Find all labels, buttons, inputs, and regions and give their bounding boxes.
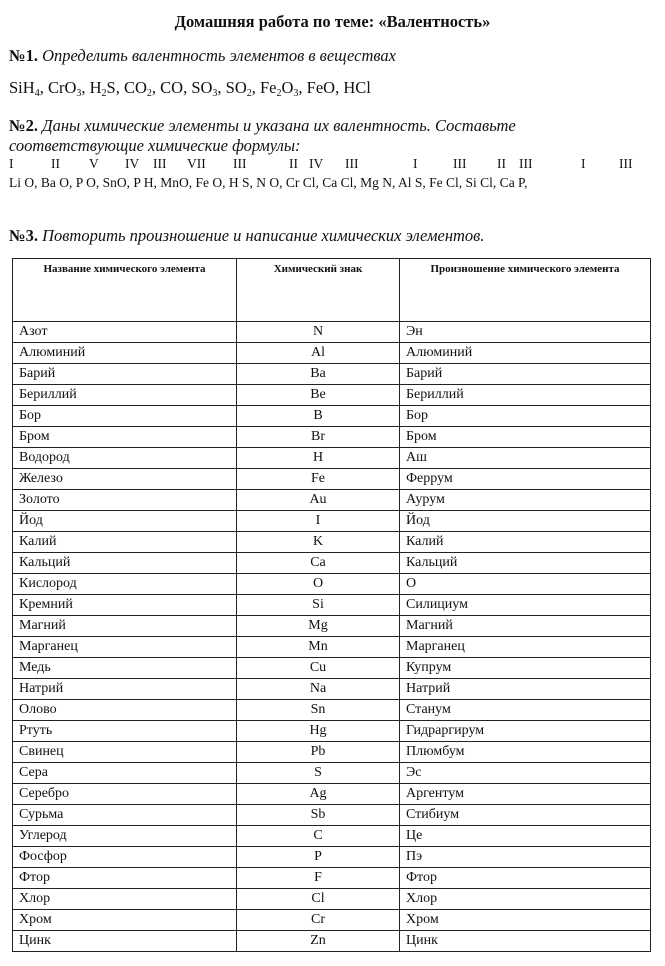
- element-symbol-cell: O: [237, 574, 400, 595]
- element-name-cell: Золото: [13, 490, 237, 511]
- element-symbol-cell: H: [237, 448, 400, 469]
- table-row: [13, 700, 651, 721]
- element-name-cell: Углерод: [13, 826, 237, 847]
- table-row: [13, 343, 651, 364]
- table-row: [13, 889, 651, 910]
- formula: CO: [160, 78, 184, 97]
- element-pronunciation-cell: Бериллий: [400, 385, 651, 406]
- element-pronunciation-cell: Феррум: [400, 469, 651, 490]
- valence-label: IV: [309, 156, 324, 171]
- element-symbol-cell: B: [237, 406, 400, 427]
- valence-label: I: [9, 156, 14, 171]
- element-symbol-cell: Ba: [237, 364, 400, 385]
- task3-text: Повторить произношение и написание химических элементов.: [42, 226, 485, 245]
- valence-label: II: [51, 156, 60, 171]
- page-title: Домашняя работа по теме: «Валентность»: [174, 12, 491, 31]
- element-symbol-cell: Be: [237, 385, 400, 406]
- element-symbol-cell: N: [237, 322, 400, 343]
- valence-label: III: [233, 156, 247, 171]
- valence-label: III: [153, 156, 167, 171]
- table-row: [13, 427, 651, 448]
- element-symbol-cell: Fe: [237, 469, 400, 490]
- formula: $Fe_2O_3$: [260, 78, 299, 99]
- table-row: [13, 469, 651, 490]
- element-name-cell: Алюминий: [13, 343, 237, 364]
- element-symbol-cell: Pb: [237, 742, 400, 763]
- element-pronunciation-cell: Эн: [400, 322, 651, 343]
- element-symbol-cell: K: [237, 532, 400, 553]
- header-element-pronunciation: Произношение химического элемента: [400, 259, 651, 322]
- element-symbol-cell: Mn: [237, 637, 400, 658]
- formula: $H_2S$: [89, 78, 116, 99]
- element-name-cell: Барий: [13, 364, 237, 385]
- table-row: [13, 931, 651, 952]
- element-pronunciation-cell: Купрум: [400, 658, 651, 679]
- table-row: [13, 742, 651, 763]
- task3-number: №3.: [9, 226, 38, 245]
- element-pronunciation-cell: Хром: [400, 910, 651, 931]
- table-row: [13, 490, 651, 511]
- valence-label: III: [345, 156, 359, 171]
- valence-label: III: [519, 156, 533, 171]
- element-symbol-cell: S: [237, 763, 400, 784]
- elements-table: [12, 258, 651, 952]
- task2-text: Даны химические элементы и указана их валентность. Составьте соответствующие химические формулы:: [9, 116, 516, 155]
- element-symbol-cell: Sb: [237, 805, 400, 826]
- element-pronunciation-cell: Плюмбум: [400, 742, 651, 763]
- element-name-cell: Йод: [13, 511, 237, 532]
- element-pronunciation-cell: Аурум: [400, 490, 651, 511]
- valence-label: III: [453, 156, 467, 171]
- element-symbol-cell: Mg: [237, 616, 400, 637]
- element-name-cell: Натрий: [13, 679, 237, 700]
- element-name-cell: Бор: [13, 406, 237, 427]
- task1-formulas: SiH$_4$, CrO$_3$, $H_2S$, $CO_2$, CO, $SO_3$, $SO_2$, $Fe_2O_3$, FeO, HCl: [9, 78, 371, 99]
- element-name-cell: Азот: [13, 322, 237, 343]
- element-name-cell: Кислород: [13, 574, 237, 595]
- element-name-cell: Водород: [13, 448, 237, 469]
- valence-label: III: [619, 156, 633, 171]
- table-row: [13, 721, 651, 742]
- table-row: [13, 658, 651, 679]
- table-row: [13, 322, 651, 343]
- element-symbol-cell: Cr: [237, 910, 400, 931]
- table-row: [13, 847, 651, 868]
- element-name-cell: Кальций: [13, 553, 237, 574]
- element-symbol-cell: Cu: [237, 658, 400, 679]
- element-symbol-cell: Ag: [237, 784, 400, 805]
- table-row: [13, 637, 651, 658]
- element-pronunciation-cell: Кальций: [400, 553, 651, 574]
- table-header-row: [13, 259, 651, 322]
- element-pronunciation-cell: Бор: [400, 406, 651, 427]
- table-row: [13, 595, 651, 616]
- table-row: [13, 448, 651, 469]
- element-name-cell: Серебро: [13, 784, 237, 805]
- valence-label: IV: [125, 156, 140, 171]
- formula: FeO: [306, 78, 336, 97]
- element-name-cell: Хлор: [13, 889, 237, 910]
- valence-label: II: [497, 156, 506, 171]
- formula: $SO_2$: [225, 78, 252, 99]
- element-name-cell: Медь: [13, 658, 237, 679]
- element-name-cell: Хром: [13, 910, 237, 931]
- element-symbol-cell: Cl: [237, 889, 400, 910]
- element-symbol-cell: C: [237, 826, 400, 847]
- element-pronunciation-cell: Марганец: [400, 637, 651, 658]
- element-symbol-cell: F: [237, 868, 400, 889]
- element-name-cell: Железо: [13, 469, 237, 490]
- element-symbol-cell: Hg: [237, 721, 400, 742]
- table-row: [13, 532, 651, 553]
- element-pronunciation-cell: Пэ: [400, 847, 651, 868]
- task1-heading: [9, 46, 396, 66]
- element-symbol-cell: I: [237, 511, 400, 532]
- formula: HCl: [343, 78, 371, 97]
- element-pronunciation-cell: Силициум: [400, 595, 651, 616]
- element-name-cell: Бром: [13, 427, 237, 448]
- element-symbol-cell: Ca: [237, 553, 400, 574]
- task3-heading: [9, 226, 484, 246]
- element-pronunciation-cell: Калий: [400, 532, 651, 553]
- table-row: [13, 868, 651, 889]
- element-pronunciation-cell: О: [400, 574, 651, 595]
- table-row: [13, 616, 651, 637]
- element-pronunciation-cell: Эс: [400, 763, 651, 784]
- valence-label: VII: [187, 156, 206, 171]
- element-pronunciation-cell: Бром: [400, 427, 651, 448]
- element-name-cell: Фосфор: [13, 847, 237, 868]
- element-pronunciation-cell: Аш: [400, 448, 651, 469]
- header-element-name: Название химического элемента: [13, 259, 237, 322]
- element-pronunciation-cell: Магний: [400, 616, 651, 637]
- element-pronunciation-cell: Аргентум: [400, 784, 651, 805]
- task1-text: Определить валентность элементов в веществах: [42, 46, 396, 65]
- formula: SiH$_4$: [9, 78, 40, 99]
- task2-number: №2.: [9, 116, 38, 135]
- element-pronunciation-cell: Це: [400, 826, 651, 847]
- element-pronunciation-cell: Йод: [400, 511, 651, 532]
- element-name-cell: Кремний: [13, 595, 237, 616]
- element-pronunciation-cell: Натрий: [400, 679, 651, 700]
- element-symbol-cell: Au: [237, 490, 400, 511]
- formula: $CO_2$: [123, 78, 152, 99]
- element-pronunciation-cell: Хлор: [400, 889, 651, 910]
- element-name-cell: Свинец: [13, 742, 237, 763]
- element-name-cell: Магний: [13, 616, 237, 637]
- element-name-cell: Фтор: [13, 868, 237, 889]
- element-symbol-cell: Br: [237, 427, 400, 448]
- element-pronunciation-cell: Алюминий: [400, 343, 651, 364]
- valence-label: I: [581, 156, 586, 171]
- valence-label: II: [289, 156, 298, 171]
- task2-elements: Li O, Ba O, P O, SnO, P H, MnO, Fe O, H S, N O, Cr Cl, Ca Cl, Mg N, Al S, Fe Cl, Si Cl, Ca P,: [9, 175, 528, 190]
- element-pronunciation-cell: Барий: [400, 364, 651, 385]
- table-row: [13, 679, 651, 700]
- table-row: [13, 406, 651, 427]
- element-pronunciation-cell: Станум: [400, 700, 651, 721]
- table-row: [13, 784, 651, 805]
- valence-label: I: [413, 156, 418, 171]
- element-pronunciation-cell: Фтор: [400, 868, 651, 889]
- table-row: [13, 910, 651, 931]
- formula: $SO_3$: [191, 78, 218, 99]
- table-row: [13, 574, 651, 595]
- formula: CrO$_3$: [47, 78, 82, 99]
- element-name-cell: Сера: [13, 763, 237, 784]
- element-symbol-cell: Al: [237, 343, 400, 364]
- element-pronunciation-cell: Цинк: [400, 931, 651, 952]
- element-pronunciation-cell: Гидраргирум: [400, 721, 651, 742]
- table-row: [13, 763, 651, 784]
- table-row: [13, 364, 651, 385]
- header-element-symbol: Химический знак: [237, 259, 400, 322]
- valence-label: V: [89, 156, 99, 171]
- element-name-cell: Олово: [13, 700, 237, 721]
- task2-heading: [9, 116, 649, 156]
- element-symbol-cell: P: [237, 847, 400, 868]
- table-row: [13, 826, 651, 847]
- element-name-cell: Калий: [13, 532, 237, 553]
- table-row: [13, 385, 651, 406]
- task1-number: №1.: [9, 46, 38, 65]
- element-symbol-cell: Na: [237, 679, 400, 700]
- element-symbol-cell: Sn: [237, 700, 400, 721]
- element-name-cell: Сурьма: [13, 805, 237, 826]
- table-row: [13, 553, 651, 574]
- table-row: [13, 805, 651, 826]
- element-name-cell: Бериллий: [13, 385, 237, 406]
- task2-valences: [9, 156, 659, 172]
- element-name-cell: Цинк: [13, 931, 237, 952]
- element-symbol-cell: Si: [237, 595, 400, 616]
- element-name-cell: Ртуть: [13, 721, 237, 742]
- element-name-cell: Марганец: [13, 637, 237, 658]
- element-pronunciation-cell: Стибиум: [400, 805, 651, 826]
- element-symbol-cell: Zn: [237, 931, 400, 952]
- table-row: [13, 511, 651, 532]
